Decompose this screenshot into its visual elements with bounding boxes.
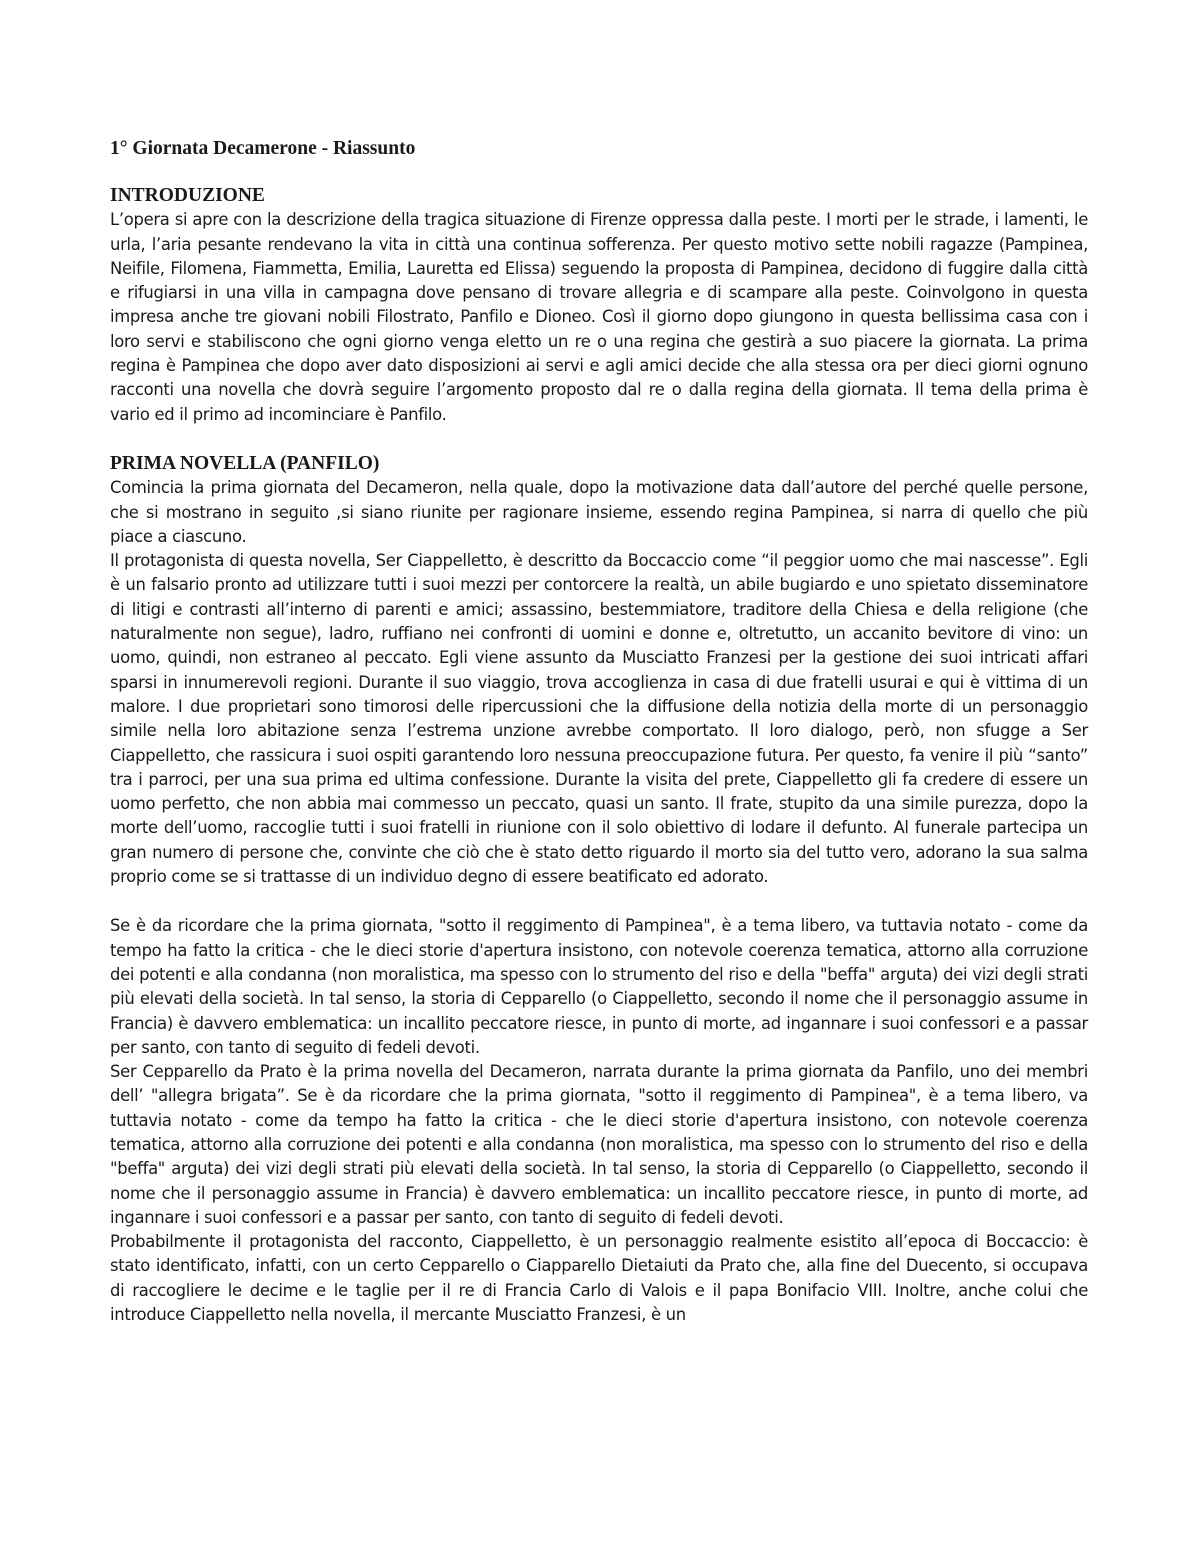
section-commentary <box>110 914 1088 1327</box>
paragraph: Ser Cepparello da Prato è la prima novella del Decameron, narrata durante la prima giornata da Panfilo, uno dei membri dell’ "allegra brigata”. Se è da ricordare che la prima giornata, "sotto il reggimento di Pampinea", è a tema libero, va tuttavia notato - come da tempo ha fatto la critica - che le dieci storie d'apertura insistono, con notevole coerenza tematica, attorno alla corruzione dei potenti e alla condanna (non moralistica, ma spesso con lo strumento del riso e della "beffa" arguta) dei vizi degli strati più elevati della società. In tal senso, la storia di Cepparello (o Ciappelletto, secondo il nome che il personaggio assume in Francia) è davvero emblematica: un incallito peccatore riesce, in punto di morte, ad ingannare i suoi confessori e a passar per santo, con tanto di seguito di fedeli devoti. <box>110 1062 1088 1227</box>
section-heading-prima-novella: PRIMA NOVELLA (PANFILO) <box>110 452 380 474</box>
document-page <box>110 136 1088 1327</box>
spacer <box>110 162 1088 184</box>
paragraph: Comincia la prima giornata del Decameron, nella quale, dopo la motivazione data dall’autore del perché quelle persone, che si mostrano in seguito ,si siano riunite per ragionare insieme, essendo regina Pampinea, si narra di quello che più piace a ciascuno. <box>110 478 1088 546</box>
document-title: 1° Giornata Decamerone - Riassunto <box>110 138 416 159</box>
spacer <box>110 889 1088 914</box>
paragraph: Se è da ricordare che la prima giornata, "sotto il reggimento di Pampinea", è a tema libero, va tuttavia notato - come da tempo ha fatto la critica - che le dieci storie d'apertura insistono, con notevole coerenza tematica, attorno alla corruzione dei potenti e alla condanna (non moralistica, ma spesso con lo strumento del riso e della "beffa" arguta) dei vizi degli strati più elevati della società. In tal senso, la storia di Cepparello (o Ciappelletto, secondo il nome che il personaggio assume in Francia) è davvero emblematica: un incallito peccatore riesce, in punto di morte, ad ingannare i suoi confessori e a passar per santo, con tanto di seguito di fedeli devoti. <box>110 916 1088 1057</box>
paragraph: Probabilmente il protagonista del racconto, Ciappelletto, è un personaggio realmente esistito all’epoca di Boccaccio: è stato identificato, infatti, con un certo Cepparello o Ciapparello Dietaiuti da Prato che, alla fine del Duecento, si occupava di raccogliere le decime e le taglie per il re di Francia Carlo di Valois e il papa Bonifacio VIII. Inoltre, anche colui che introduce Ciappelletto nella novella, il mercante Musciatto Franzesi, è un <box>110 1232 1088 1325</box>
section-heading-introduzione: INTRODUZIONE <box>110 185 265 206</box>
paragraph: L’opera si apre con la descrizione della tragica situazione di Firenze oppressa dalla peste. I morti per le strade, i lamenti, le urla, l’aria pesante rendevano la vita in città una continua sofferenza. Per questo motivo sette nobili ragazze (Pampinea, Neifile, Filomena, Fiammetta, Emilia, Lauretta ed Elissa) seguendo la proposta di Pampinea, decidono di fuggire dalla città e rifugiarsi in una villa in campagna dove pensano di trovare allegria e di scampare alla peste. Coinvolgono in questa impresa anche tre giovani nobili Filostrato, Panfilo e Dioneo. Così il giorno dopo giungono in questa bellissima casa con i loro servi e stabiliscono che ogni giorno venga eletto un re o una regina che gestirà a suo piacere la giornata. La prima regina è Pampinea che dopo aver dato disposizioni ai servi e agli amici decide che alla stessa ora per dieci giorni ognuno racconti una novella che dovrà seguire l’argomento proposto dal re o dalla regina della giornata. Il tema della prima è vario ed il primo ad incominciare è Panfilo. <box>110 210 1088 424</box>
paragraph: Il protagonista di questa novella, Ser Ciappelletto, è descritto da Boccaccio come “il peggior uomo che mai nascesse”. Egli è un falsario pronto ad utilizzare tutti i suoi mezzi per contorcere la realtà, un abile bugiardo e uno spietato disseminatore di litigi e contrasti all’interno di parenti e amici; assassino, bestemmiatore, traditore della Chiesa e della religione (che naturalmente non segue), ladro, ruffiano nei confronti di uomini e donne e, oltretutto, un accanito bevitore di vino: un uomo, quindi, non estraneo al peccato. Egli viene assunto da Musciatto Franzesi per la gestione dei suoi intricati affari sparsi in innumerevoli regioni. Durante il suo viaggio, trova accoglienza in casa di due fratelli usurai e qui è vittima di un malore. I due proprietari sono timorosi delle ripercussioni che la diffusione della notizia della morte di un personaggio simile nella loro abitazione senza l’estrema unzione avrebbe comportato. Il loro dialogo, però, non sfugge a Ser Ciappelletto, che rassicura i suoi ospiti garantendo loro nessuna preoccupazione futura. Per questo, fa venire il più “santo” tra i parroci, per una sua prima ed ultima confessione. Durante la visita del prete, Ciappelletto gli fa credere di essere un uomo perfetto, che non abbia mai commesso un peccato, quasi un santo. Il frate, stupito da una simile purezza, dopo la morte dell’uomo, raccoglie tutti i suoi fratelli in riunione con il solo obiettivo di lodare il defunto. Al funerale partecipa un gran numero di persone che, convinte che ciò che è stato detto riguardo il morto sia del tutto vero, adorano la sua salma proprio come se si trattasse di un individuo degno di essere beatificato ed adorato. <box>110 551 1088 887</box>
section-prima-novella <box>110 452 1088 889</box>
spacer <box>110 427 1088 452</box>
section-introduzione <box>110 184 1088 427</box>
